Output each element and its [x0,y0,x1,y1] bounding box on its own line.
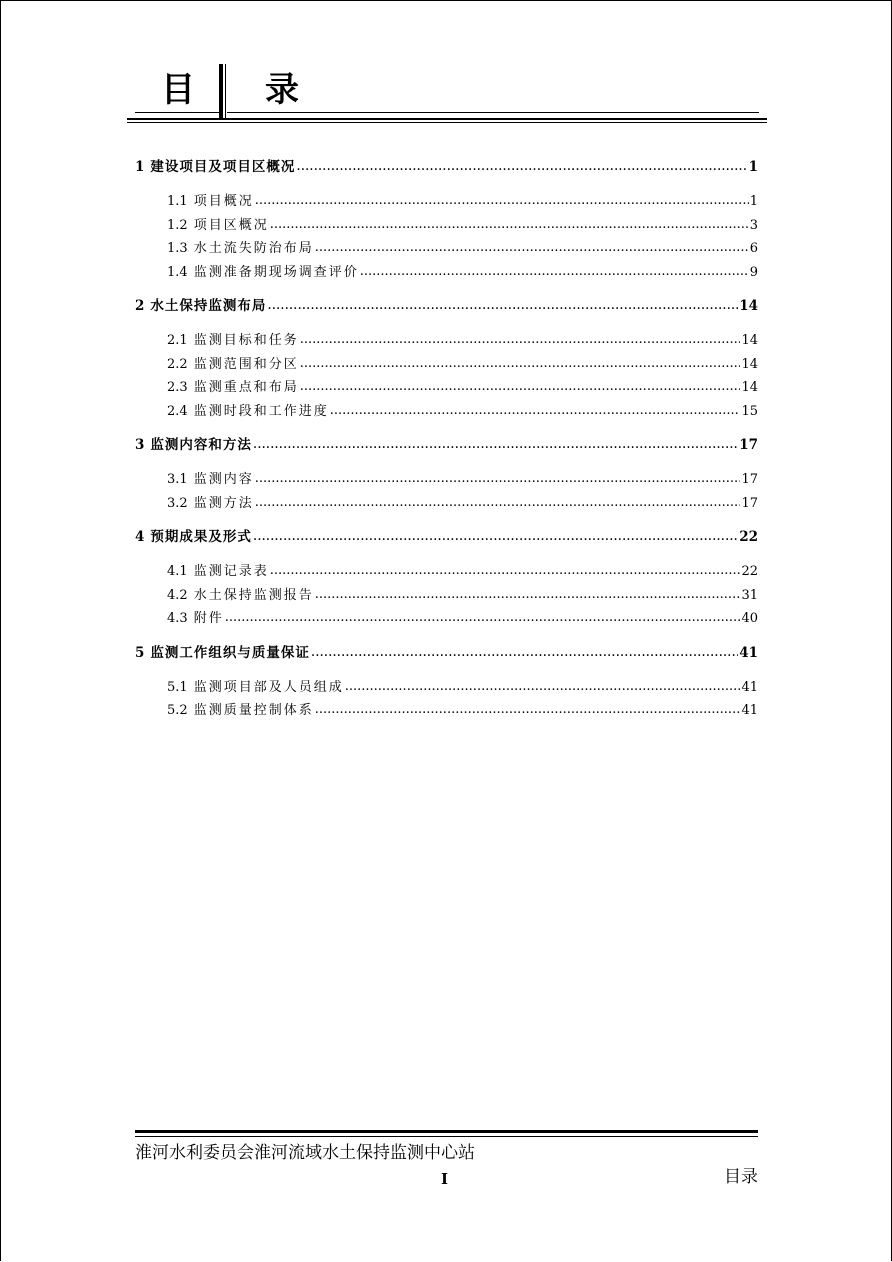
toc-section-title: 水土保持监测报告 [193,587,314,603]
toc-section-page: 14 [741,356,758,372]
title-rule-right [227,112,759,113]
toc-dot-leader [345,676,741,698]
toc-section-title: 监测准备期现场调查评价 [193,264,359,280]
toc-section-page: 6 [749,241,758,257]
toc-section-number: 3.2 [167,495,188,511]
toc-section-page: 17 [741,472,758,488]
toc-section-number: 4.3 [167,611,188,627]
toc-chapter-title: 水土保持监测布局 [150,297,267,314]
toc-section-title: 监测目标和任务 [193,333,299,349]
title-rule-thin [127,122,767,123]
toc-dot-leader [270,560,741,582]
toc-chapter-entry[interactable] [135,434,758,457]
toc-chapter-entry[interactable] [135,642,758,665]
toc-section-number: 4.2 [167,587,188,603]
toc-dot-leader [253,526,738,548]
toc-section-entry[interactable] [135,607,758,630]
toc-dot-leader [255,190,749,212]
toc-dot-leader [315,699,741,721]
toc-section-number: 2.2 [167,356,188,372]
toc-section-title: 监测方法 [193,495,254,511]
toc-section-entry[interactable] [135,261,758,284]
toc-section-page: 31 [741,587,758,603]
toc-section-title: 附件 [193,611,224,627]
toc-section-number: 1.4 [167,264,188,280]
toc-dot-leader [300,353,741,375]
toc-dot-leader [253,434,738,456]
toc-dot-leader [296,156,747,178]
toc-section-number: 3.1 [167,472,188,488]
toc-section-entry[interactable] [135,468,758,491]
table-of-contents [135,156,758,723]
toc-dot-leader [270,214,749,236]
toc-section-entry[interactable] [135,676,758,699]
toc-section-title: 监测项目部及人员组成 [193,680,344,696]
toc-section-title: 监测重点和布局 [193,380,299,396]
toc-chapter-page: 17 [739,436,758,453]
toc-dot-leader [255,468,741,490]
toc-section-page: 9 [749,264,758,280]
toc-section-number: 1.1 [167,194,188,210]
toc-section-entry[interactable] [135,353,758,376]
toc-title-block [127,62,767,128]
toc-section-number: 4.1 [167,564,188,580]
toc-dot-leader [300,376,741,398]
toc-section-page: 1 [749,194,758,210]
toc-section-number: 2.1 [167,333,188,349]
footer-page-number: I [441,1170,449,1188]
toc-chapter-title: 建设项目及项目区概况 [150,159,296,175]
footer-section-name: 目录 [724,1167,758,1187]
toc-chapter-number: 4 [135,529,145,546]
toc-chapter-page: 1 [748,159,758,175]
toc-chapter-entry[interactable] [135,526,758,549]
toc-section-page: 14 [741,333,758,349]
title-rule-left [135,112,223,113]
toc-dot-leader [300,329,741,351]
toc-section-entry[interactable] [135,400,758,423]
toc-chapter-number: 5 [135,644,145,661]
toc-section-entry[interactable] [135,214,758,237]
footer-rule-thin [135,1136,758,1137]
toc-dot-leader [225,607,741,629]
toc-section-page: 41 [741,680,758,696]
toc-section-title: 监测时段和工作进度 [193,403,329,419]
page-title-left: 目 [161,70,195,110]
toc-section-number: 5.1 [167,680,188,696]
page-title-right: 录 [265,70,299,110]
toc-section-number: 5.2 [167,703,188,719]
toc-section-entry[interactable] [135,237,758,260]
toc-dot-leader [360,261,749,283]
toc-dot-leader [267,295,738,317]
toc-section-entry[interactable] [135,190,758,213]
footer-organization: 淮河水利委员会淮河流域水土保持监测中心站 [135,1143,475,1163]
toc-section-title: 监测内容 [193,472,254,488]
toc-section-title: 项目区概况 [193,217,269,233]
toc-section-page: 17 [741,495,758,511]
toc-section-entry[interactable] [135,560,758,583]
toc-section-entry[interactable] [135,699,758,722]
toc-section-title: 水土流失防治布局 [193,241,314,257]
toc-chapter-number: 2 [135,297,145,314]
toc-section-title: 监测范围和分区 [193,356,299,372]
toc-section-entry[interactable] [135,492,758,515]
toc-chapter-number: 3 [135,436,145,453]
toc-section-number: 1.3 [167,241,188,257]
toc-section-title: 监测记录表 [193,564,269,580]
toc-chapter-title: 监测内容和方法 [150,436,252,453]
title-rule-thick [127,118,767,120]
toc-section-page: 40 [741,611,758,627]
toc-section-title: 监测质量控制体系 [193,703,314,719]
toc-section-number: 2.3 [167,380,188,396]
toc-chapter-entry[interactable] [135,156,758,179]
toc-dot-leader [315,584,741,606]
toc-chapter-page: 14 [739,297,758,314]
toc-section-entry[interactable] [135,329,758,352]
toc-dot-leader [255,492,741,514]
toc-section-entry[interactable] [135,584,758,607]
toc-dot-leader [315,237,749,259]
toc-chapter-title: 预期成果及形式 [150,529,252,546]
toc-section-entry[interactable] [135,376,758,399]
toc-section-page: 14 [741,380,758,396]
toc-section-page: 22 [741,564,758,580]
toc-chapter-title: 监测工作组织与质量保证 [150,644,310,661]
toc-dot-leader [311,642,738,664]
toc-chapter-entry[interactable] [135,295,758,318]
toc-dot-leader [330,400,741,422]
toc-section-page: 3 [749,217,758,233]
title-divider-thin [225,64,226,120]
footer-rule-thick [135,1130,758,1133]
toc-section-number: 1.2 [167,217,188,233]
toc-chapter-number: 1 [135,159,145,175]
toc-section-title: 项目概况 [193,194,254,210]
toc-section-page: 41 [741,703,758,719]
toc-chapter-page: 41 [739,644,758,661]
toc-section-number: 2.4 [167,403,188,419]
toc-section-page: 15 [741,403,758,419]
toc-chapter-page: 22 [739,529,758,546]
